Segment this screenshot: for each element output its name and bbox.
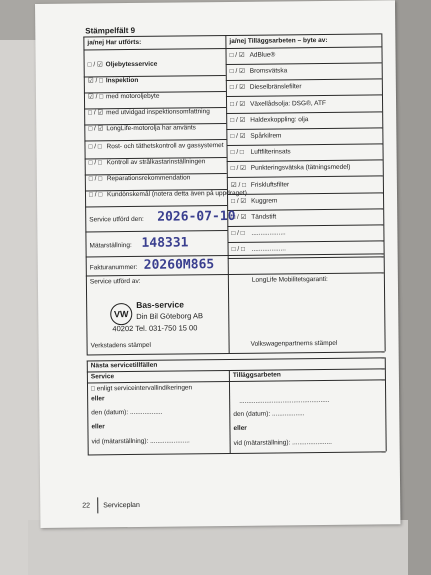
eller-text-2: eller [91,423,105,431]
row-line [86,272,384,276]
extra-work-label: AdBlue® [249,51,276,59]
checkbox-pair[interactable]: □ / ☑ [88,109,104,117]
page-number: 22 [82,502,91,510]
stamp-line1: Din Bil Göteborg AB [136,311,204,321]
extra-work-label: Spårkilrem [250,132,282,140]
row-line [227,208,383,211]
checkbox-pair[interactable]: ☑ / □ [230,181,247,189]
extra-work-label: Växellådsolja: DSG®, ATF [250,99,326,108]
extra-work-label: Dieselbränslefilter [249,83,302,92]
row-line [227,224,383,227]
row-line [226,127,382,130]
checkbox-pair[interactable]: □ / □ [230,149,244,157]
invoice-value: 20260M865 [143,257,215,273]
next-service-header: Service [90,373,115,381]
checkbox-pair[interactable]: □ / □ [88,175,103,183]
eller-text: eller [91,395,105,403]
extra-work-label: Bromsvätska [249,67,288,75]
extra-work-label: ................... [251,229,286,237]
stamp-name: Bas-service [136,299,184,310]
checklist-item-label: Kundönskemål (notera detta även på uppdraget) [106,189,247,199]
row-line [226,79,382,82]
row-line [227,160,383,163]
checkbox-pair[interactable]: ☑ / □ [87,77,104,85]
checkbox-pair[interactable]: □ / ☑ [88,125,104,133]
under-page [28,520,408,575]
row-line [226,62,382,65]
workshop-stamp-label: Verkstadens stämpel [90,341,151,350]
checklist-item-label: Oljebytesservice [105,60,158,69]
row-line [85,230,227,232]
next-table-left [87,360,89,454]
extra-work-label: Luftfilterinsats [250,148,291,156]
service-date-value: 2026-07-10 [157,208,236,225]
row-line [227,176,383,179]
odometer-label: Mätarställning: [89,241,132,250]
checkbox-pair[interactable]: ☑ / □ [87,93,104,101]
row-line [228,241,384,244]
row-line [85,205,227,207]
row-line [84,139,226,141]
extra-date-field: den (datum): .................. [233,410,305,418]
footer-section: Serviceplan [103,501,140,510]
extra-eller: eller [233,424,247,432]
extra-odometer-field: vid (mätarställning): ...................... [233,438,332,447]
partner-stamp-label: Volkswagenpartnerns stämpel [250,339,338,348]
checklist-item-label: Inspektion [105,76,139,85]
checkbox-pair[interactable]: □ / ☑ [230,116,246,124]
row-line [226,111,382,114]
checkbox-pair[interactable]: □ / ☑ [230,132,246,140]
checklist-item-label: LongLife-motorolja har använts [106,124,196,133]
checklist-item-label: Reparationsrekommendation [106,174,191,183]
extra-work-label: Haldexkoppling: olja [250,115,309,124]
checkbox-pair[interactable]: □ / □ [88,191,103,199]
row-line [227,192,383,195]
next-table-bottom [88,451,386,455]
service-date-label: Service utförd den: [89,215,144,224]
extra-work-label: Friskluftsfilter [250,180,290,189]
longlife-label: LongLife Mobilitetsgaranti: [251,275,328,284]
right-column-header: ja/nej Tilläggsarbeten – byte av: [229,36,328,45]
checklist-item-label: Rost- och täthetskontroll av gassystemet [106,142,224,151]
next-extra-header: Tilläggsarbeten [232,371,281,379]
service-booklet-page [35,0,400,528]
next-header-line [87,379,385,383]
next-table-right [385,357,387,451]
checkbox-pair[interactable]: □ / ☑ [231,213,247,221]
extra-work-label: ................... [251,245,286,254]
next-table-middle [229,370,231,453]
workshop-stamp [110,298,250,343]
next-date-field: den (datum): .................. [91,408,163,417]
checkbox-pair[interactable]: □ / □ [88,143,102,151]
row-line [226,143,382,146]
odometer-value: 148331 [141,235,189,251]
row-line [228,257,384,260]
extra-work-label: Punkteringsvätska (tätningsmedel) [250,164,351,173]
checklist-item-label: med utvidgad inspektionsomfattning [106,108,210,117]
checkbox-pair[interactable]: □ / ☑ [230,100,246,108]
extra-dots: .................................................. [239,396,330,405]
checkbox-pair[interactable]: □ / ☑ [87,61,103,69]
checkbox-pair[interactable]: □ / ☑ [231,197,247,205]
checkbox-pair[interactable]: □ / □ [231,246,245,254]
left-column-header: ja/nej Har utförts: [87,38,142,47]
section-title: Stämpelfält 9 [85,25,136,36]
checkbox-pair[interactable]: □ / ☑ [229,67,245,76]
checklist-item-label: Kontroll av strålkastarinställningen [106,158,206,167]
next-table-top [87,357,385,361]
next-odometer-field: vid (mätarställning): ...................... [91,437,190,446]
next-service-title: Nästa servicetillfällen [90,361,158,370]
checkbox-pair[interactable]: □ / □ [231,230,245,238]
service-by-label: Service utförd av: [89,277,141,286]
stamp-line2: 40202 Tel. 031-750 15 00 [112,323,198,334]
extra-work-label: Tändstift [251,213,277,221]
indicator-option: □ enligt serviceintervallindikeringen [90,384,193,393]
invoice-label: Fakturanummer: [89,263,138,272]
extra-work-label: Kuggrem [251,197,278,205]
table-bottom-line [87,351,385,355]
checkbox-pair[interactable]: □ / ☑ [230,165,246,173]
checkbox-pair[interactable]: □ / □ [88,159,102,167]
header-underline [83,46,381,50]
checkbox-pair[interactable]: □ / ☑ [229,51,245,59]
checkbox-pair[interactable]: □ / ☑ [229,84,246,92]
footer-divider [97,497,98,513]
checklist-item-label: med motoroljebyte [105,92,160,101]
row-line [226,95,382,98]
vw-logo-icon: VW [110,303,132,325]
